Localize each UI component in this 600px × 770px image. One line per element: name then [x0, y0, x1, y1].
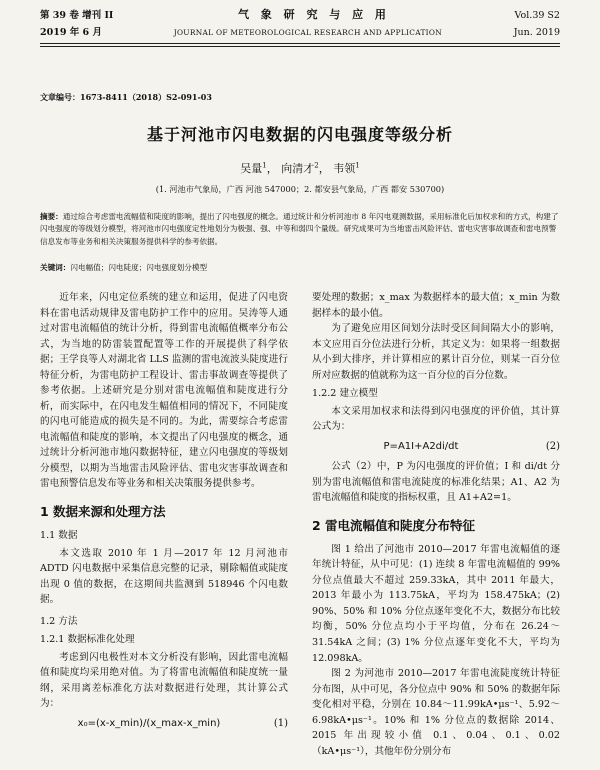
formula-1 — [40, 716, 288, 732]
article-id: 文章编号：1673-8411（2018）S2-091-03 — [40, 92, 212, 102]
left-column — [40, 290, 288, 736]
author-sup: 2 — [314, 161, 319, 170]
author-sup: 1 — [262, 161, 267, 170]
volume-label: 第 39 卷 增刊 II — [40, 10, 114, 21]
continued-paragraph: 要处理的数据；x_max 为数据样本的最大值；x_min 为数据样本的最小值。 — [312, 292, 560, 319]
author-list: 吴量$^1$， 向清才$^2$， 韦领$^1$ — [240, 161, 360, 175]
journal-title-en: JOURNAL OF METEOROLOGICAL RESEARCH AND APPLICATION — [173, 28, 443, 37]
issue-date-en: Jun. 2019 — [513, 27, 560, 38]
author-name: 韦领 — [333, 162, 356, 175]
subsection-heading-1-2-1: 1.2.1 数据标准化处理 — [40, 634, 135, 646]
formula-2-number: (2) — [545, 440, 560, 452]
intro-paragraph: 近年来，闪电定位系统的建立和运用，促进了闪电资料在雷电活动规律及雷电防护工作中的应用。吴涛等人通过对雷电流幅值的统计分析，得到雷电流幅值概率分布公式，为当地的防雷装置配置等工作的开展提供了科学依据；王学良等人对湖北省 LLS 监测的雷电流波头陡度进行特征分析，为雷电防护工程设计、雷击事故调查等提供了参考依据。上述研究是分别对雷电流幅值和陡度进行分析，而实际中，在闪电发生幅值相同的情况下，不同陡度的闪电可能造成的损失是不同的。为此，需要综合考虑雷电流幅值和陡度的影响，本文提出了闪电强度的概念，通过统计分析河池市地闪数据特征，建立闪电强度的等级划分模型，以期为当地雷击风险评估、雷电灾害事故调查和雷电预警信息发布等业务和相关决策服务提供参考。 — [40, 292, 288, 490]
method-paragraph: 考虑到闪电极性对本文分析没有影响，因此雷电流幅值和陡度均采用绝对值。为了将雷电流幅值和陡度统一量纲，采用离差标准化方法对数据进行处理，其计算公式为： — [40, 651, 288, 710]
amplitude-paragraph: 图 1 给出了河池市 2010—2017 年雷电流幅值的逐年统计特征，从中可见：(1) 连续 8 年雷电流幅值的 99% 分位点值最大不超过 259.33kA，其中 2011 年最大，2013 年最小为 113.75kA，平均为 158.475kA；(2) 90%、50% 和 10% 分位点逐年变化不大，数据分布比较均衡，50% 分位点均小于平均值，分布在 26.24～31.54kA 之间；(3) 1% 分位点逐年变化不大，平均为 12.098kA。 — [312, 543, 560, 664]
abstract-label: 摘要： — [40, 212, 63, 221]
issue-date: 2019 年 6 月 — [40, 27, 102, 38]
formula-2-expression: P=A1I+A2di/dt — [383, 440, 459, 452]
running-header — [40, 6, 560, 38]
data-paragraph: 本文选取 2010 年 1 月—2017 年 12 月河池市 ADTD 闪电数据中采集信息完整的记录，剔除幅值或陡度出现 0 值的数据，在这期间共监测到 518946 个闪电数据。 — [40, 547, 288, 606]
abstract-text: 通过综合考虑雷电流幅值和陡度的影响，提出了闪电强度的概念。通过统计和分析河池市 8 年闪电观测数据，采用标准化后加权求和的方式，构建了闪电强度的等级划分模型，将河池市闪电强度定性地划分为极强、强、中等和弱四个量级。研究成果可为当地雷击风险评估、雷电灾害事故调查和雷电预警信息发布等业务和相关决策服务提供科学的参考依据。 — [40, 212, 559, 246]
subsection-heading-1-2: 1.2 方法 — [40, 615, 78, 627]
author-name: 向清才 — [281, 162, 315, 175]
affiliation: (1. 河池市气象局，广西 河池 547000；2. 都安县气象局，广西 都安 530700) — [155, 184, 445, 194]
abstract — [40, 211, 560, 248]
keywords — [40, 262, 560, 273]
journal-title-cn: 气 象 研 究 与 应 用 — [237, 8, 390, 21]
formula-1-expression: x₀=(x-x_min)/(x_max-x_min) — [77, 718, 221, 729]
formula-2 — [312, 439, 560, 455]
keywords-text: 闪电幅值；闪电陡度；闪电强度划分模型 — [70, 263, 208, 272]
header-rule-2 — [40, 46, 560, 47]
section-heading-2: 2 雷电流幅值和陡度分布特征 — [312, 517, 476, 533]
subsection-heading-1-2-2: 1.2.2 建立模型 — [312, 388, 378, 400]
formula-explanation: 公式（2）中，P 为闪电强度的评价值；I 和 di/dt 分别为雷电流幅值和雷电流陡度的标准化结果；A1、A2 为雷电流幅值和陡度的指标权重，且 A1+A2=1。 — [312, 460, 560, 504]
subsection-heading-1-1: 1.1 数据 — [40, 530, 78, 542]
header-rule — [40, 43, 560, 44]
formula-1-number: (1) — [273, 718, 288, 729]
volume-label-en: Vol.39 S2 — [514, 10, 560, 21]
keywords-label: 关键词： — [40, 263, 71, 272]
author-sup: 1 — [355, 161, 360, 170]
steepness-paragraph: 图 2 为河池市 2010—2017 年雷电流陡度统计特征分布图，从中可见，各分位点中 90% 和 50% 的数据年际变化相对平稳，分别在 10.84～11.99kA•μs⁻¹、5.92～6.98kA•μs⁻¹。10% 和 1% 分位点的数据除 2014、2015 年出现较小值 0.1、0.04、0.1、0.02（kA•μs⁻¹），其他年份分别分布 — [312, 668, 560, 757]
author-name: 吴量 — [240, 162, 263, 175]
section-heading-1: 1 数据来源和处理方法 — [40, 503, 166, 519]
percentile-paragraph: 为了避免应用区间划分法时受区间间隔大小的影响，本文应用百分位法进行分析，其定义为：如果将一组数据从小到大排序，并计算相应的累计百分位，则某一百分位所对应数据的值就称为这一百分位的百分位数。 — [312, 323, 560, 381]
right-column — [312, 290, 560, 759]
paper-title: 基于河池市闪电数据的闪电强度等级分析 — [146, 125, 453, 144]
model-paragraph: 本文采用加权求和法得到闪电强度的评价值，其计算公式为： — [312, 405, 560, 433]
